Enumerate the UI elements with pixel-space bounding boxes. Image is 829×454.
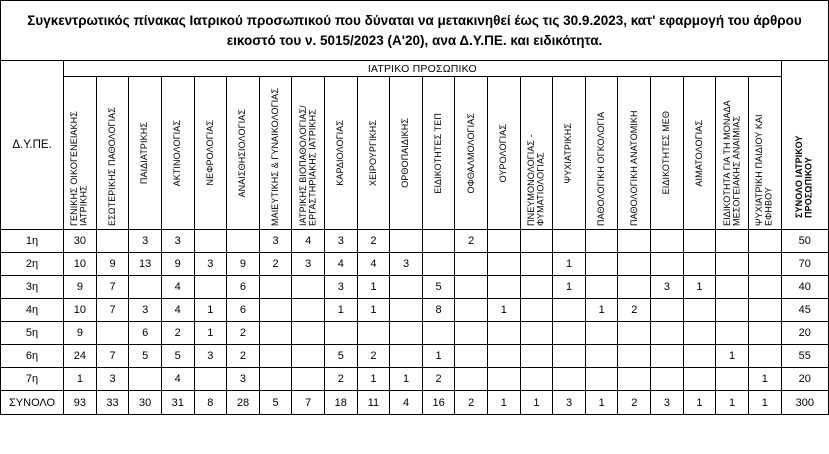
- cell: [96, 322, 129, 345]
- cell: [520, 345, 553, 368]
- total-cell: 31: [161, 391, 194, 415]
- total-cell: 8: [194, 391, 227, 415]
- column-header-10: ΟΡΘΟΠΑΙΔΙΚΗΣ: [390, 77, 423, 230]
- cell: [129, 368, 162, 391]
- cell: [683, 253, 716, 276]
- cell: 1: [324, 299, 357, 322]
- cell: 1: [64, 368, 97, 391]
- row-total: 50: [781, 230, 828, 253]
- table-row: [1, 230, 829, 253]
- cell: [683, 322, 716, 345]
- total-cell: 1: [683, 391, 716, 415]
- row-total: 55: [781, 345, 828, 368]
- total-cell: 28: [227, 391, 260, 415]
- cell: [488, 345, 521, 368]
- cell: 1: [748, 368, 781, 391]
- cell: [553, 345, 586, 368]
- column-header-17: ΠΑΘΟΛΟΓΙΚΗ ΑΝΑΤΟΜΙΚΗ: [618, 77, 651, 230]
- cell: 2: [161, 322, 194, 345]
- total-cell: 93: [64, 391, 97, 415]
- column-header-5: ΑΝΑΙΣΘΗΣΙΟΛΟΓΙΑΣ: [227, 77, 260, 230]
- cell: [618, 322, 651, 345]
- cell: [259, 322, 292, 345]
- cell: [553, 230, 586, 253]
- cell: [488, 368, 521, 391]
- cell: [292, 299, 325, 322]
- total-cell: 7: [292, 391, 325, 415]
- cell: [585, 345, 618, 368]
- cell: 3: [194, 253, 227, 276]
- cell: 1: [585, 299, 618, 322]
- cell: [683, 299, 716, 322]
- total-cell: 30: [129, 391, 162, 415]
- cell: [520, 230, 553, 253]
- cell: 9: [161, 253, 194, 276]
- cell: [585, 253, 618, 276]
- cell: 1: [194, 299, 227, 322]
- cell: [651, 253, 684, 276]
- row-label: 1η: [1, 230, 64, 253]
- total-row-label: ΣΥΝΟΛΟ: [1, 391, 64, 415]
- cell: [390, 230, 423, 253]
- cell: [390, 322, 423, 345]
- cell: 4: [357, 253, 390, 276]
- cell: [422, 322, 455, 345]
- cell: [455, 322, 488, 345]
- cell: 4: [161, 368, 194, 391]
- row-total: 45: [781, 299, 828, 322]
- cell: 3: [194, 345, 227, 368]
- cell: [716, 253, 749, 276]
- cell: [259, 299, 292, 322]
- cell: [748, 253, 781, 276]
- cell: [585, 230, 618, 253]
- cell: [716, 368, 749, 391]
- column-header-15: ΨΥΧΙΑΤΡΙΚΗΣ: [553, 77, 586, 230]
- cell: [357, 322, 390, 345]
- cell: 4: [161, 299, 194, 322]
- cell: [129, 276, 162, 299]
- cell: [716, 322, 749, 345]
- cell: [618, 368, 651, 391]
- cell: [651, 368, 684, 391]
- row-label: 4η: [1, 299, 64, 322]
- cell: [618, 230, 651, 253]
- cell: [259, 345, 292, 368]
- cell: [748, 299, 781, 322]
- table-total-row: [1, 391, 829, 415]
- cell: [292, 276, 325, 299]
- total-cell: 2: [618, 391, 651, 415]
- cell: [748, 322, 781, 345]
- cell: [292, 368, 325, 391]
- medical-staff-table: [0, 60, 829, 415]
- table-row: [1, 345, 829, 368]
- cell: 9: [64, 322, 97, 345]
- cell: 8: [422, 299, 455, 322]
- row-total: 20: [781, 368, 828, 391]
- cell: 6: [227, 276, 260, 299]
- column-header-21: ΨΥΧΙΑΤΡΙΚΗ ΠΑΙΔΙΟΥ ΚΑΙ ΕΦΗΒΟΥ: [748, 77, 781, 230]
- cell: [651, 299, 684, 322]
- cell: [520, 299, 553, 322]
- cell: 10: [64, 299, 97, 322]
- cell: 2: [227, 322, 260, 345]
- cell: [585, 368, 618, 391]
- column-header-12: ΟΦΘΑΛΜΟΛΟΓΙΑΣ: [455, 77, 488, 230]
- column-header-16: ΠΑΘΟΛΟΓΙΚΗ ΟΓΚΟΛΟΓΙΑ: [585, 77, 618, 230]
- cell: [455, 299, 488, 322]
- cell: 3: [129, 230, 162, 253]
- total-cell: 3: [553, 391, 586, 415]
- cell: [618, 253, 651, 276]
- cell: [292, 322, 325, 345]
- cell: 24: [64, 345, 97, 368]
- table-row: [1, 299, 829, 322]
- cell: [651, 345, 684, 368]
- cell: 2: [455, 230, 488, 253]
- cell: 5: [129, 345, 162, 368]
- table-row: [1, 253, 829, 276]
- cell: 3: [161, 230, 194, 253]
- cell: 10: [64, 253, 97, 276]
- cell: 2: [324, 368, 357, 391]
- cell: 6: [129, 322, 162, 345]
- row-total: 20: [781, 322, 828, 345]
- cell: 3: [96, 368, 129, 391]
- column-header-total: ΣΥΝΟΛΟ ΙΑΤΡΙΚΟΥ ΠΡΟΣΩΠΙΚΟΥ: [781, 61, 828, 230]
- cell: [716, 230, 749, 253]
- cell: [259, 276, 292, 299]
- cell: [520, 253, 553, 276]
- total-cell: 3: [651, 391, 684, 415]
- cell: 3: [259, 230, 292, 253]
- cell: [683, 230, 716, 253]
- cell: 9: [96, 253, 129, 276]
- cell: [390, 299, 423, 322]
- cell: 2: [357, 230, 390, 253]
- column-header-8: ΚΑΡΔΙΟΛΟΓΙΑΣ: [324, 77, 357, 230]
- cell: [194, 276, 227, 299]
- cell: 1: [553, 276, 586, 299]
- cell: 3: [324, 230, 357, 253]
- cell: 5: [161, 345, 194, 368]
- total-cell: 1: [488, 391, 521, 415]
- cell: 1: [194, 322, 227, 345]
- column-header-9: ΧΕΙΡΟΥΡΓΙΚΗΣ: [357, 77, 390, 230]
- cell: [455, 276, 488, 299]
- column-header-0: ΓΕΝΙΚΗΣ ΟΙΚΟΓΕΝΕΙΑΚΗΣ ΙΑΤΡΙΚΗΣ: [64, 77, 97, 230]
- grand-total: 300: [781, 391, 828, 415]
- cell: [227, 230, 260, 253]
- cell: 3: [292, 253, 325, 276]
- cell: [520, 276, 553, 299]
- cell: [520, 368, 553, 391]
- cell: 7: [96, 345, 129, 368]
- total-cell: 4: [390, 391, 423, 415]
- cell: [553, 322, 586, 345]
- cell: [96, 230, 129, 253]
- table-column-header-row: [1, 77, 829, 230]
- cell: [488, 253, 521, 276]
- cell: 9: [227, 253, 260, 276]
- cell: [520, 322, 553, 345]
- total-cell: 5: [259, 391, 292, 415]
- table-row: [1, 276, 829, 299]
- cell: [553, 299, 586, 322]
- cell: [422, 253, 455, 276]
- column-header-11: ΕΙΔΙΚΟΤΗΤΕΣ ΤΕΠ: [422, 77, 455, 230]
- cell: [292, 345, 325, 368]
- cell: [748, 276, 781, 299]
- cell: 1: [553, 253, 586, 276]
- total-cell: 16: [422, 391, 455, 415]
- cell: [390, 276, 423, 299]
- cell: [553, 368, 586, 391]
- table-row: [1, 368, 829, 391]
- total-cell: 1: [520, 391, 553, 415]
- cell: [455, 368, 488, 391]
- total-cell: 1: [716, 391, 749, 415]
- column-header-18: ΕΙΔΙΚΟΤΗΤΕΣ ΜΕΘ: [651, 77, 684, 230]
- cell: 7: [96, 276, 129, 299]
- cell: 3: [390, 253, 423, 276]
- cell: 2: [618, 299, 651, 322]
- cell: [488, 276, 521, 299]
- table-row: [1, 322, 829, 345]
- column-header-4: ΝΕΦΡΟΛΟΓΙΑΣ: [194, 77, 227, 230]
- cell: 13: [129, 253, 162, 276]
- cell: 5: [324, 345, 357, 368]
- cell: [716, 276, 749, 299]
- cell: [488, 230, 521, 253]
- cell: 3: [324, 276, 357, 299]
- row-label: 2η: [1, 253, 64, 276]
- cell: [683, 345, 716, 368]
- cell: 9: [64, 276, 97, 299]
- group-header-medical-staff: ΙΑΤΡΙΚΟ ΠΡΟΣΩΠΙΚΟ: [64, 61, 782, 77]
- cell: 2: [357, 345, 390, 368]
- row-label: 3η: [1, 276, 64, 299]
- cell: [390, 345, 423, 368]
- column-header-20: ΕΙΔΙΚΟΤΗΤΑ ΓΙΑ ΤΗ ΜΟΝΑΔΑ ΜΕΣΟΓΕΙΑΚΗΣ ΑΝΑΙΜΙΑΣ: [716, 77, 749, 230]
- cell: [455, 345, 488, 368]
- row-label: 6η: [1, 345, 64, 368]
- cell: 1: [716, 345, 749, 368]
- total-cell: 1: [748, 391, 781, 415]
- column-header-19: ΑΙΜΑΤΟΛΟΓΙΑΣ: [683, 77, 716, 230]
- row-total: 40: [781, 276, 828, 299]
- total-cell: 2: [455, 391, 488, 415]
- cell: [259, 368, 292, 391]
- total-cell: 11: [357, 391, 390, 415]
- cell: 4: [324, 253, 357, 276]
- total-cell: 1: [585, 391, 618, 415]
- corner-label: Δ.Υ.ΠΕ.: [1, 61, 64, 230]
- column-header-14: ΠΝΕΥΜΟΝΟΛΟΓΙΑΣ - ΦΥΜΑΤΙΟΛΟΓΙΑΣ: [520, 77, 553, 230]
- cell: 6: [227, 299, 260, 322]
- cell: 4: [161, 276, 194, 299]
- column-header-1: ΕΣΩΤΕΡΙΚΗΣ ΠΑΘΟΛΟΓΙΑΣ: [96, 77, 129, 230]
- cell: 7: [96, 299, 129, 322]
- cell: 2: [227, 345, 260, 368]
- cell: [618, 276, 651, 299]
- cell: 2: [422, 368, 455, 391]
- cell: [455, 253, 488, 276]
- cell: [748, 230, 781, 253]
- cell: [716, 299, 749, 322]
- cell: [585, 276, 618, 299]
- total-cell: 18: [324, 391, 357, 415]
- cell: 1: [357, 368, 390, 391]
- cell: 4: [292, 230, 325, 253]
- cell: [748, 345, 781, 368]
- cell: [422, 230, 455, 253]
- cell: 2: [259, 253, 292, 276]
- cell: 3: [227, 368, 260, 391]
- cell: 3: [651, 276, 684, 299]
- row-label: 7η: [1, 368, 64, 391]
- cell: [651, 230, 684, 253]
- cell: 1: [683, 276, 716, 299]
- cell: [683, 368, 716, 391]
- column-header-13: ΟΥΡΟΛΟΓΙΑΣ: [488, 77, 521, 230]
- cell: [194, 368, 227, 391]
- cell: 30: [64, 230, 97, 253]
- row-label: 5η: [1, 322, 64, 345]
- cell: 1: [390, 368, 423, 391]
- column-header-3: ΑΚΤΙΝΟΛΟΓΙΑΣ: [161, 77, 194, 230]
- row-total: 70: [781, 253, 828, 276]
- column-header-2: ΠΑΙΔΙΑΤΡΙΚΗΣ: [129, 77, 162, 230]
- cell: [324, 322, 357, 345]
- cell: 1: [357, 299, 390, 322]
- cell: [585, 322, 618, 345]
- total-cell: 33: [96, 391, 129, 415]
- cell: 5: [422, 276, 455, 299]
- cell: [194, 230, 227, 253]
- page-title: Συγκεντρωτικός πίνακας Ιατρικού προσωπικού που δύναται να μετακινηθεί έως τις 30.9.2023, κατ' εφαρμογή του άρθρου εικοστό του ν. 5015/2023 (Α'20), ανα Δ.Υ.ΠΕ. και ειδικότητα.: [0, 0, 829, 60]
- column-header-7: ΙΑΤΡΙΚΗΣ ΒΙΟΠΑΘΟΛΟΓΙΑΣ/ΕΡΓΑΣΤΗΡΙΑΚΗΣ ΙΑΤΡΙΚΗΣ: [292, 77, 325, 230]
- cell: 3: [129, 299, 162, 322]
- cell: [618, 345, 651, 368]
- cell: [488, 322, 521, 345]
- table-body: [1, 230, 829, 415]
- cell: 1: [357, 276, 390, 299]
- table-group-header-row: [1, 61, 829, 77]
- cell: 1: [488, 299, 521, 322]
- cell: [651, 322, 684, 345]
- cell: 1: [422, 345, 455, 368]
- column-header-6: ΜΑΙΕΥΤΙΚΗΣ & ΓΥΝΑΙΚΟΛΟΓΙΑΣ: [259, 77, 292, 230]
